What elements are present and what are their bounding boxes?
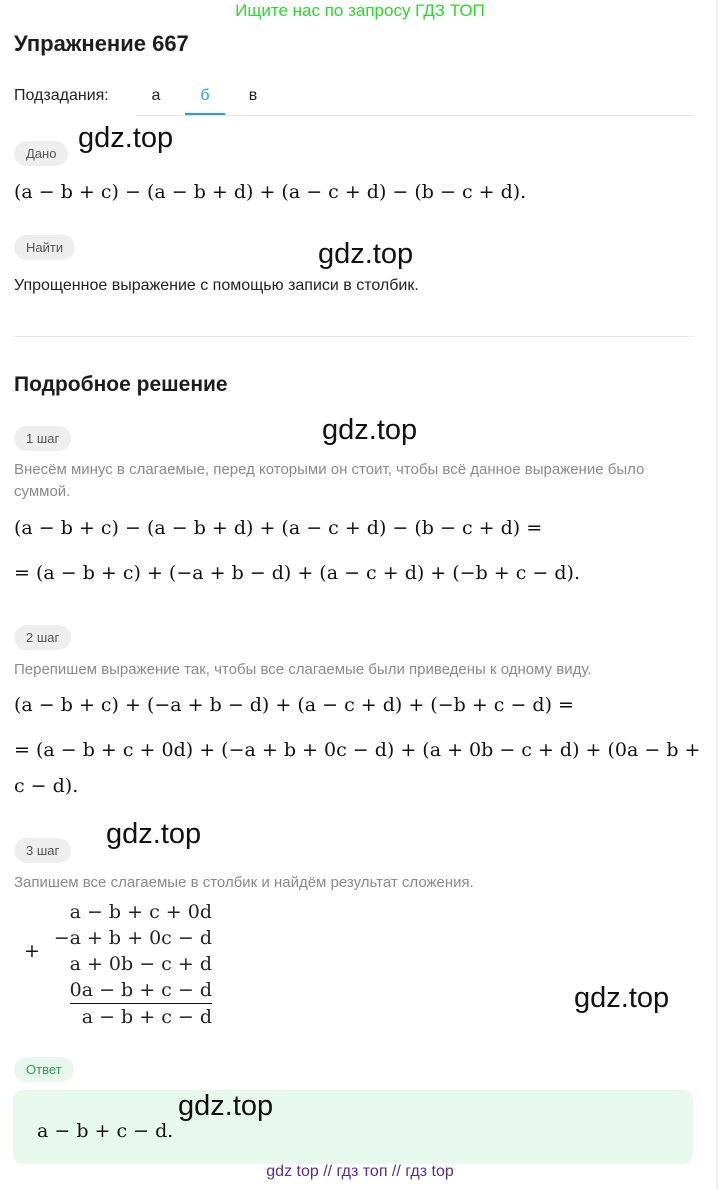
top-banner: Ищите нас по запросу ГДЗ ТОП [235,1,485,20]
step-2-pill: 2 шаг [14,625,71,650]
solution-heading: Подробное решение [14,373,228,396]
step-2-line-1: (a − b + c) + (−a + b − d) + (a − c + d) + (−b + c − d) = [14,694,574,716]
watermark: gdz.top [106,818,202,850]
watermark: gdz.top [178,1090,274,1122]
page-title: Упражнение 667 [14,31,189,56]
step-2-text: Перепишем выражение так, чтобы все слагаемые были приведены к одному виду. [14,661,592,678]
watermark: gdz.top [322,414,418,446]
section-divider [14,336,693,337]
step-2-line-3: c − d). [14,775,79,797]
column-term-4: 0a − b + c − d [70,977,212,1004]
watermark: gdz.top [574,982,670,1014]
column-addition [40,899,212,1030]
step-2-line-2: = (a − b + c + 0d) + (−a + b + 0c − d) + (a + 0b − c + d) + (0a − b + [14,739,701,761]
subtasks-label: Подзадания: [14,87,109,104]
active-tab-indicator [185,113,225,115]
answer-value: a − b + c − d. [37,1120,174,1142]
column-term-2: −a + b + 0c − d [53,927,212,949]
given-pill: Дано [14,141,68,166]
column-term-1: a − b + c + 0d [69,901,212,923]
step-1-line-1: (a − b + c) − (a − b + d) + (a − c + d) − (b − c + d) = [14,517,543,539]
find-pill: Найти [14,235,75,260]
answer-pill: Ответ [14,1057,74,1082]
tabs-divider [136,115,693,116]
tab-v[interactable]: в [248,87,258,104]
column-result: a − b + c − d [81,1006,212,1028]
step-1-pill: 1 шаг [14,426,71,451]
page-edge [716,0,718,1190]
step-1-line-2: = (a − b + c) + (−a + b − d) + (a − c + d) + (−b + c − d). [14,562,581,584]
watermark: gdz.top [78,122,174,154]
find-text: Упрощенное выражение с помощью записи в столбик. [14,277,419,294]
column-plus-sign: + [24,940,40,962]
column-term-3: a + 0b − c + d [69,953,212,975]
tab-a[interactable]: а [151,87,161,104]
tab-b[interactable]: б [200,87,210,104]
step-1-text: Внесём минус в слагаемые, перед которыми он стоит, чтобы всё данное выражение было суммой. [14,461,645,500]
watermark: gdz.top [318,238,414,270]
step-3-pill: 3 шаг [14,838,71,863]
footer-links[interactable]: gdz top // гдз топ // гдз top [266,1163,454,1180]
step-3-text: Запишем все слагаемые в столбик и найдём результат сложения. [14,874,474,891]
given-expression: (a − b + c) − (a − b + d) + (a − c + d) − (b − c + d). [14,181,527,203]
